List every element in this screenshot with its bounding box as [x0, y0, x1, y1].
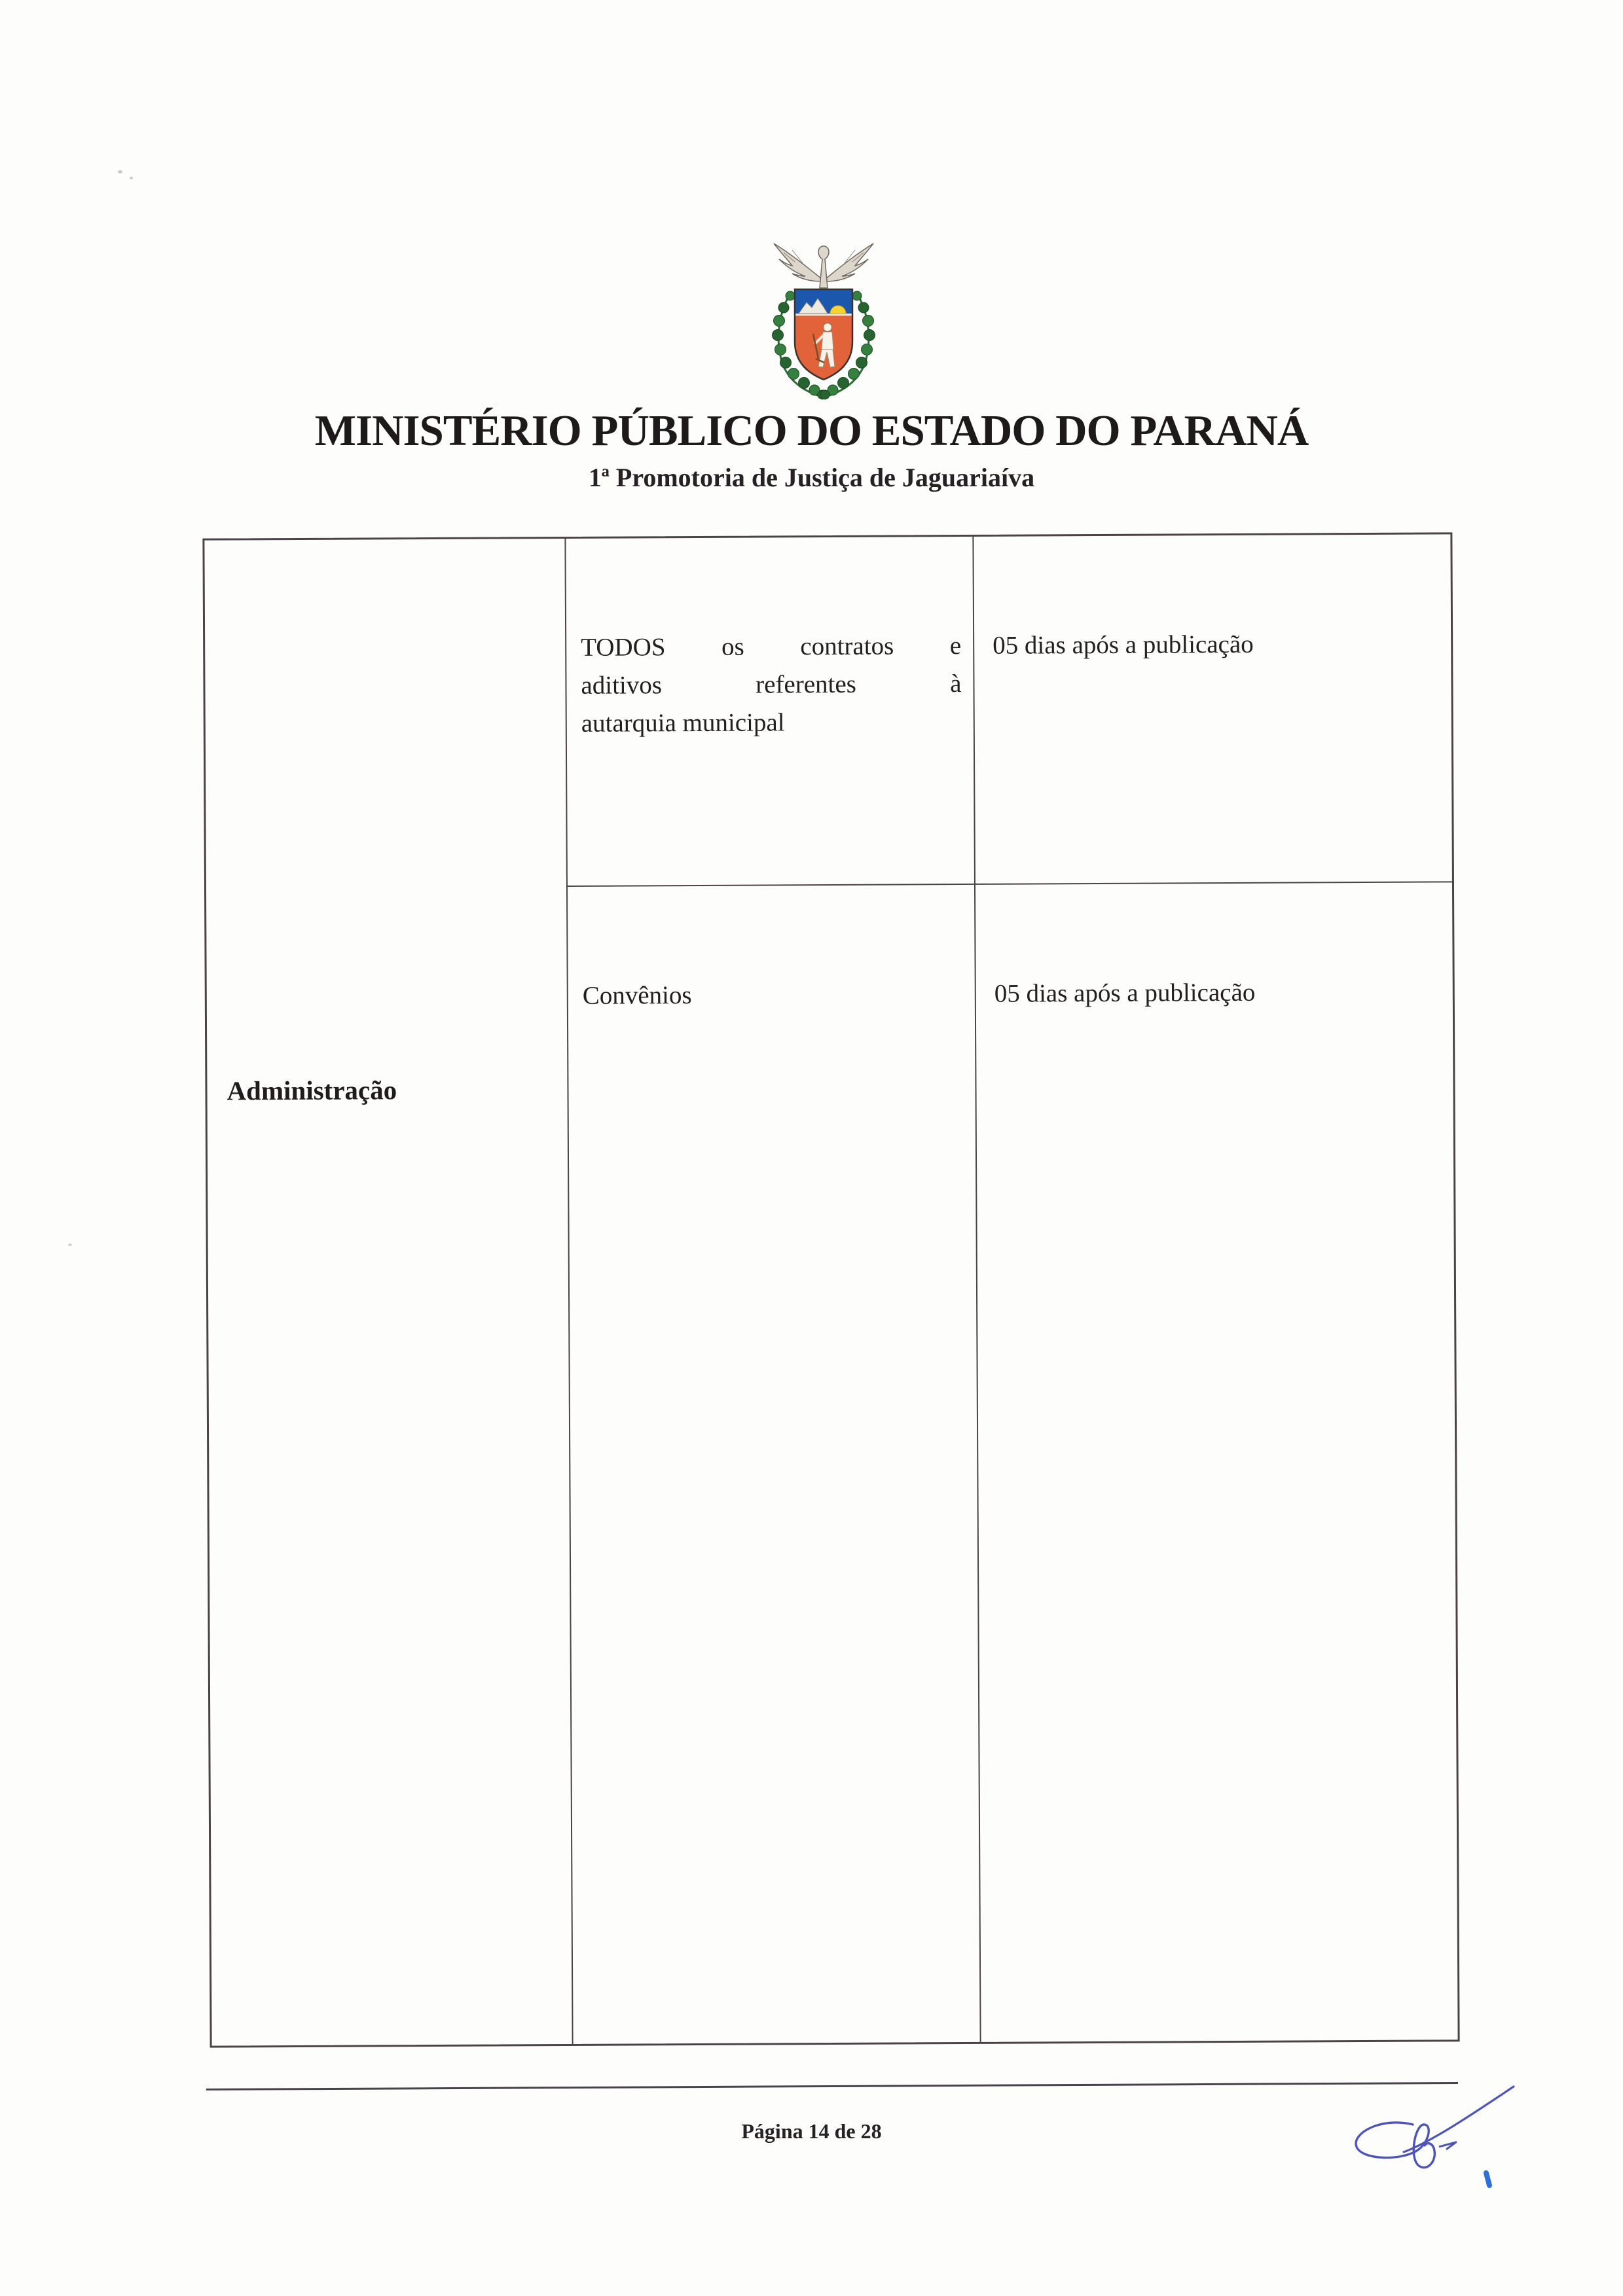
table-cell-item-row1	[566, 537, 976, 887]
category-label: Administração	[227, 1075, 397, 1106]
deadline-text: 05 dias após a publicação	[993, 630, 1254, 660]
item-text-line: aditivos referentes à	[581, 670, 962, 700]
page-title: MINISTÉRIO PÚBLICO DO ESTADO DO PARANÁ	[314, 406, 1309, 455]
parana-coat-of-arms-icon	[754, 238, 893, 404]
page-subtitle: 1ª Promotoria de Justiça de Jaguariaíva	[588, 463, 1035, 492]
ink-tick	[1486, 2173, 1489, 2185]
table-cell-item-row2	[568, 885, 981, 2044]
footer-divider	[206, 2082, 1458, 2090]
item-text-line: autarquia municipal	[581, 708, 785, 738]
item-text-line: TODOS os contratos e	[581, 632, 962, 662]
category-cell	[204, 539, 573, 2046]
table-cell-deadline-row2	[976, 882, 1458, 2042]
table-cell-deadline-row1	[974, 534, 1452, 885]
signature-scribble	[1341, 2079, 1531, 2193]
page-indicator: Página 14 de 28	[741, 2119, 882, 2143]
scan-speck	[68, 1244, 72, 1246]
deadline-text: 05 dias após a publicação	[994, 978, 1256, 1008]
scan-speck	[130, 177, 133, 179]
deadlines-table	[202, 532, 1459, 2047]
item-text: Convênios	[582, 981, 692, 1010]
scan-speck	[118, 170, 122, 173]
